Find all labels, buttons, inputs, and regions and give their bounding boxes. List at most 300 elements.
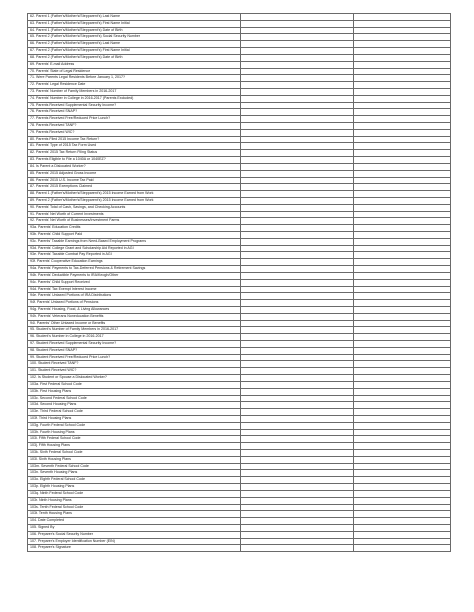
table-row (28, 272, 451, 279)
field-extra-cell (354, 218, 451, 225)
field-label: 103j. Fifth Housing Plans (28, 443, 241, 450)
field-label: 103m. Seventh Federal School Code (28, 463, 241, 470)
field-label: 69. Parents' E-mail Address (28, 61, 241, 68)
field-extra-cell (354, 395, 451, 402)
field-extra-cell (354, 177, 451, 184)
table-row (28, 334, 451, 341)
field-extra-cell (354, 368, 451, 375)
table-row (28, 75, 451, 82)
field-label: 103g. Fourth Federal School Code (28, 422, 241, 429)
field-value-cell (241, 415, 354, 422)
field-label: 88. Parent 1 (Father's/Mother's/Stepparent's) 2015 Income Earned from Work (28, 191, 241, 198)
field-label: 66. Parent 2 (Father's/Mother's/Stepparent's) Last Name (28, 41, 241, 48)
field-extra-cell (354, 204, 451, 211)
field-extra-cell (354, 381, 451, 388)
field-label: 103a. First Federal School Code (28, 381, 241, 388)
field-extra-cell (354, 484, 451, 491)
field-label: 103p. Eighth Housing Plans (28, 484, 241, 491)
field-label: 93f. Parents' Cooperative Education Earnings (28, 259, 241, 266)
field-label: 99. Student Received Free/Reduced Price Lunch? (28, 354, 241, 361)
table-row (28, 82, 451, 89)
field-extra-cell (354, 409, 451, 416)
field-label: 103f. Third Housing Plans (28, 415, 241, 422)
field-extra-cell (354, 477, 451, 484)
field-value-cell (241, 150, 354, 157)
field-extra-cell (354, 259, 451, 266)
field-label: 94b. Parents' Deductible Payments to IRA/Keogh/Other (28, 272, 241, 279)
field-value-cell (241, 477, 354, 484)
field-label: 79. Parents Received WIC? (28, 129, 241, 136)
table-row (28, 170, 451, 177)
field-extra-cell (354, 545, 451, 552)
field-extra-cell (354, 327, 451, 334)
field-label: 103n. Seventh Housing Plans (28, 470, 241, 477)
field-extra-cell (354, 245, 451, 252)
field-extra-cell (354, 238, 451, 245)
field-extra-cell (354, 191, 451, 198)
table-row (28, 300, 451, 307)
field-value-cell (241, 375, 354, 382)
table-row (28, 490, 451, 497)
field-extra-cell (354, 429, 451, 436)
field-label: 103b. First Housing Plans (28, 388, 241, 395)
field-value-cell (241, 136, 354, 143)
field-value-cell (241, 388, 354, 395)
field-extra-cell (354, 68, 451, 75)
field-extra-cell (354, 136, 451, 143)
field-label: 93e. Parents' Taxable Combat Pay Reported in AGI (28, 252, 241, 259)
field-extra-cell (354, 402, 451, 409)
field-value-cell (241, 252, 354, 259)
field-value-cell (241, 14, 354, 21)
field-value-cell (241, 157, 354, 164)
field-extra-cell (354, 422, 451, 429)
field-label: 85. Parents' 2015 Adjusted Gross Income (28, 170, 241, 177)
field-value-cell (241, 306, 354, 313)
field-extra-cell (354, 388, 451, 395)
field-extra-cell (354, 225, 451, 232)
field-extra-cell (354, 95, 451, 102)
field-extra-cell (354, 470, 451, 477)
table-row (28, 518, 451, 525)
field-extra-cell (354, 54, 451, 61)
field-label: 103q. Ninth Federal School Code (28, 490, 241, 497)
table-row (28, 422, 451, 429)
field-label: 72. Parents' Legal Residence Date (28, 82, 241, 89)
table-row (28, 143, 451, 150)
field-value-cell (241, 422, 354, 429)
field-extra-cell (354, 456, 451, 463)
table-row (28, 34, 451, 41)
field-label: 62. Parent 1 (Father's/Mother's/Stepparent's) Last Name (28, 14, 241, 21)
table-row (28, 211, 451, 218)
field-value-cell (241, 68, 354, 75)
field-label: 96. Student's Number in College in 2016-2017 (28, 334, 241, 341)
table-row (28, 150, 451, 157)
field-value-cell (241, 368, 354, 375)
field-label: 89. Parent 2 (Father's/Mother's/Stepparent's) 2015 Income Earned from Work (28, 197, 241, 204)
table-row (28, 463, 451, 470)
field-extra-cell (354, 197, 451, 204)
field-value-cell (241, 225, 354, 232)
table-row (28, 163, 451, 170)
field-extra-cell (354, 347, 451, 354)
field-extra-cell (354, 518, 451, 525)
field-label: 63. Parent 1 (Father's/Mother's/Stepparent's) First Name Initial (28, 20, 241, 27)
form-sheet (27, 13, 450, 552)
field-extra-cell (354, 504, 451, 511)
field-value-cell (241, 211, 354, 218)
field-label: 93c. Parents' Taxable Earnings from Need-Based Employment Programs (28, 238, 241, 245)
field-value-cell (241, 490, 354, 497)
field-extra-cell (354, 320, 451, 327)
table-row (28, 388, 451, 395)
field-extra-cell (354, 361, 451, 368)
table-row (28, 48, 451, 55)
field-value-cell (241, 402, 354, 409)
field-value-cell (241, 204, 354, 211)
field-extra-cell (354, 334, 451, 341)
field-value-cell (241, 272, 354, 279)
table-row (28, 341, 451, 348)
field-value-cell (241, 61, 354, 68)
field-extra-cell (354, 497, 451, 504)
table-row (28, 450, 451, 457)
table-row (28, 327, 451, 334)
field-extra-cell (354, 538, 451, 545)
field-label: 68. Parent 2 (Father's/Mother's/Stepparent's) Date of Birth (28, 54, 241, 61)
field-extra-cell (354, 354, 451, 361)
table-row (28, 177, 451, 184)
table-row (28, 409, 451, 416)
field-label: 71. Were Parents Legal Residents Before January 1, 2017? (28, 75, 241, 82)
field-value-cell (241, 450, 354, 457)
table-row (28, 95, 451, 102)
field-value-cell (241, 334, 354, 341)
field-extra-cell (354, 27, 451, 34)
field-label: 103c. Second Federal School Code (28, 395, 241, 402)
field-label: 103l. Sixth Housing Plans (28, 456, 241, 463)
field-extra-cell (354, 123, 451, 130)
field-label: 102. Is Student or Spouse a Dislocated Worker? (28, 375, 241, 382)
field-value-cell (241, 354, 354, 361)
field-extra-cell (354, 211, 451, 218)
field-extra-cell (354, 490, 451, 497)
field-value-cell (241, 429, 354, 436)
field-extra-cell (354, 293, 451, 300)
field-value-cell (241, 320, 354, 327)
field-value-cell (241, 197, 354, 204)
table-row (28, 102, 451, 109)
field-label: 75. Parents Received Supplemental Security Income? (28, 102, 241, 109)
field-label: 81. Parents' Type of 2015 Tax Form Used (28, 143, 241, 150)
field-label: 73. Parents' Number of Family Members in 2016-2017 (28, 88, 241, 95)
field-value-cell (241, 232, 354, 239)
table-row (28, 402, 451, 409)
fafsa-data-table (27, 13, 451, 552)
table-row (28, 375, 451, 382)
field-label: 64. Parent 1 (Father's/Mother's/Stepparent's) Date of Birth (28, 27, 241, 34)
field-extra-cell (354, 450, 451, 457)
field-label: 91. Parents' Net Worth of Current Investments (28, 211, 241, 218)
field-value-cell (241, 88, 354, 95)
field-value-cell (241, 518, 354, 525)
field-value-cell (241, 313, 354, 320)
field-value-cell (241, 341, 354, 348)
field-value-cell (241, 48, 354, 55)
field-label: 103t. Tenth Housing Plans (28, 511, 241, 518)
field-value-cell (241, 545, 354, 552)
field-value-cell (241, 293, 354, 300)
field-value-cell (241, 82, 354, 89)
field-label: 86. Parents' 2015 U.S. Income Tax Paid (28, 177, 241, 184)
table-row (28, 415, 451, 422)
field-label: 87. Parents' 2015 Exemptions Claimed (28, 184, 241, 191)
field-extra-cell (354, 143, 451, 150)
field-extra-cell (354, 286, 451, 293)
field-label: 94g. Parents' Housing, Food, & Living Allowances (28, 306, 241, 313)
field-extra-cell (354, 279, 451, 286)
field-value-cell (241, 395, 354, 402)
field-extra-cell (354, 511, 451, 518)
field-label: 103e. Third Federal School Code (28, 409, 241, 416)
field-value-cell (241, 266, 354, 273)
field-label: 94a. Parents' Payments to Tax-Deferred Pensions & Retirement Savings (28, 266, 241, 273)
table-row (28, 218, 451, 225)
field-label: 94d. Parents' Tax Exempt Interest Income (28, 286, 241, 293)
field-extra-cell (354, 415, 451, 422)
field-label: 94e. Parents' Untaxed Portions of IRA Distributions (28, 293, 241, 300)
table-row (28, 381, 451, 388)
field-extra-cell (354, 109, 451, 116)
table-row (28, 538, 451, 545)
field-value-cell (241, 129, 354, 136)
field-label: 92. Parents' Net Worth of Businesses/Investment Farms (28, 218, 241, 225)
field-extra-cell (354, 341, 451, 348)
field-label: 84. Is Parent a Dislocated Worker? (28, 163, 241, 170)
table-row (28, 259, 451, 266)
table-row (28, 54, 451, 61)
table-row (28, 123, 451, 130)
table-row (28, 129, 451, 136)
field-label: 100. Student Received TANF? (28, 361, 241, 368)
field-label: 93b. Parents' Child Support Paid (28, 232, 241, 239)
field-label: 93d. Parents' College Grant and Scholarship Aid Reported in AGI (28, 245, 241, 252)
field-label: 101. Student Received WIC? (28, 368, 241, 375)
field-extra-cell (354, 170, 451, 177)
field-extra-cell (354, 524, 451, 531)
field-value-cell (241, 511, 354, 518)
field-extra-cell (354, 150, 451, 157)
field-extra-cell (354, 82, 451, 89)
field-extra-cell (354, 102, 451, 109)
field-value-cell (241, 143, 354, 150)
field-value-cell (241, 95, 354, 102)
field-extra-cell (354, 157, 451, 164)
field-value-cell (241, 184, 354, 191)
table-row (28, 184, 451, 191)
field-value-cell (241, 218, 354, 225)
field-value-cell (241, 361, 354, 368)
field-label: 83. Parents Eligible to File a 1040A or 1040EZ? (28, 157, 241, 164)
field-extra-cell (354, 88, 451, 95)
field-label: 67. Parent 2 (Father's/Mother's/Stepparent's) First Name Initial (28, 48, 241, 55)
table-row (28, 27, 451, 34)
field-value-cell (241, 470, 354, 477)
field-label: 94h. Parents' Veterans Noneducation Benefits (28, 313, 241, 320)
table-row (28, 484, 451, 491)
field-extra-cell (354, 232, 451, 239)
field-value-cell (241, 279, 354, 286)
table-row (28, 531, 451, 538)
table-row (28, 354, 451, 361)
table-row (28, 347, 451, 354)
field-extra-cell (354, 266, 451, 273)
field-extra-cell (354, 41, 451, 48)
field-value-cell (241, 463, 354, 470)
field-label: 94c. Parents' Child Support Received (28, 279, 241, 286)
field-extra-cell (354, 531, 451, 538)
table-row (28, 157, 451, 164)
field-value-cell (241, 456, 354, 463)
field-value-cell (241, 381, 354, 388)
field-label: 76. Parents Received SNAP? (28, 109, 241, 116)
table-row (28, 109, 451, 116)
table-row (28, 524, 451, 531)
table-row (28, 293, 451, 300)
table-row (28, 286, 451, 293)
field-extra-cell (354, 436, 451, 443)
field-value-cell (241, 524, 354, 531)
table-row (28, 204, 451, 211)
table-row (28, 497, 451, 504)
table-row (28, 252, 451, 259)
field-value-cell (241, 191, 354, 198)
table-row (28, 232, 451, 239)
table-row (28, 443, 451, 450)
table-row (28, 68, 451, 75)
table-row (28, 395, 451, 402)
field-value-cell (241, 116, 354, 123)
field-label: 78. Parents Received TANF? (28, 123, 241, 130)
field-label: 105. Signed By (28, 524, 241, 531)
field-value-cell (241, 538, 354, 545)
field-label: 107. Preparer's Employer Identification Number (EIN) (28, 538, 241, 545)
field-value-cell (241, 484, 354, 491)
table-row (28, 41, 451, 48)
field-value-cell (241, 170, 354, 177)
field-value-cell (241, 443, 354, 450)
field-label: 108. Preparer's Signature (28, 545, 241, 552)
field-label: 104. Date Completed (28, 518, 241, 525)
field-extra-cell (354, 313, 451, 320)
table-row (28, 116, 451, 123)
field-extra-cell (354, 463, 451, 470)
field-value-cell (241, 504, 354, 511)
table-row (28, 14, 451, 21)
table-row (28, 245, 451, 252)
table-row (28, 429, 451, 436)
field-value-cell (241, 27, 354, 34)
table-row (28, 368, 451, 375)
field-value-cell (241, 54, 354, 61)
table-row (28, 197, 451, 204)
field-label: 103i. Fifth Federal School Code (28, 436, 241, 443)
field-label: 93a. Parents' Education Credits (28, 225, 241, 232)
field-extra-cell (354, 184, 451, 191)
table-row (28, 225, 451, 232)
field-extra-cell (354, 75, 451, 82)
field-extra-cell (354, 300, 451, 307)
field-value-cell (241, 177, 354, 184)
table-row (28, 320, 451, 327)
field-extra-cell (354, 306, 451, 313)
table-row (28, 191, 451, 198)
field-value-cell (241, 238, 354, 245)
field-label: 77. Parents Received Free/Reduced Price Lunch? (28, 116, 241, 123)
field-value-cell (241, 409, 354, 416)
field-label: 103o. Eighth Federal School Code (28, 477, 241, 484)
field-value-cell (241, 286, 354, 293)
field-label: 106. Preparer's Social Security Number (28, 531, 241, 538)
field-label: 82. Parents' 2015 Tax Return Filing Status (28, 150, 241, 157)
field-label: 70. Parents' State of Legal Residence (28, 68, 241, 75)
field-value-cell (241, 347, 354, 354)
table-row (28, 279, 451, 286)
field-value-cell (241, 34, 354, 41)
field-extra-cell (354, 163, 451, 170)
field-label: 103r. Ninth Housing Plans (28, 497, 241, 504)
table-row (28, 511, 451, 518)
field-extra-cell (354, 34, 451, 41)
field-value-cell (241, 75, 354, 82)
field-label: 94i. Parents' Other Untaxed Income or Benefits (28, 320, 241, 327)
field-extra-cell (354, 443, 451, 450)
table-row (28, 306, 451, 313)
field-extra-cell (354, 252, 451, 259)
field-value-cell (241, 531, 354, 538)
field-value-cell (241, 300, 354, 307)
table-row (28, 61, 451, 68)
field-label: 103s. Tenth Federal School Code (28, 504, 241, 511)
field-label: 94f. Parents' Untaxed Portions of Pensions (28, 300, 241, 307)
field-label: 103k. Sixth Federal School Code (28, 450, 241, 457)
field-value-cell (241, 245, 354, 252)
table-row (28, 545, 451, 552)
field-value-cell (241, 327, 354, 334)
field-value-cell (241, 436, 354, 443)
field-extra-cell (354, 20, 451, 27)
field-extra-cell (354, 272, 451, 279)
field-value-cell (241, 109, 354, 116)
field-extra-cell (354, 116, 451, 123)
field-label: 97. Student Received Supplemental Security Income? (28, 341, 241, 348)
table-row (28, 20, 451, 27)
table-row (28, 313, 451, 320)
field-label: 95. Student's Number of Family Members in 2016-2017 (28, 327, 241, 334)
table-row (28, 238, 451, 245)
field-extra-cell (354, 14, 451, 21)
table-row (28, 88, 451, 95)
table-row (28, 477, 451, 484)
table-row (28, 504, 451, 511)
field-label: 90. Parents' Total of Cash, Savings, and Checking Accounts (28, 204, 241, 211)
table-row (28, 436, 451, 443)
table-row (28, 470, 451, 477)
field-value-cell (241, 259, 354, 266)
field-label: 80. Parents Filed 2015 Income Tax Return? (28, 136, 241, 143)
table-row (28, 456, 451, 463)
